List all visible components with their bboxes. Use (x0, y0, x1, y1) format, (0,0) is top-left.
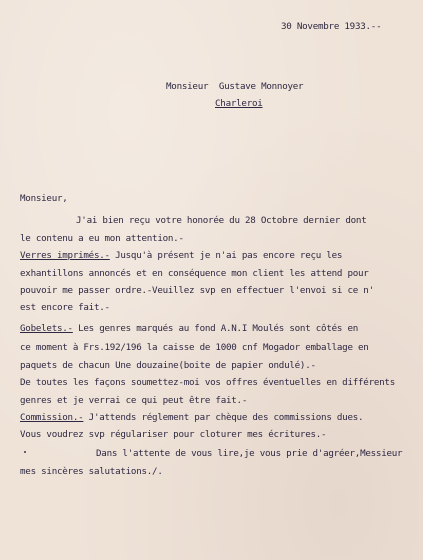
verres-line-4: est encore fait.- (20, 302, 110, 313)
commission-heading: Commission.- (20, 412, 84, 423)
commission-line-1 (20, 412, 363, 423)
gobelets-line-3: paquets de chacun Une douzaine(boite de papier ondulé).- (20, 360, 316, 371)
gobelets-line-4: De toutes les façons soumettez-moi vos offres éventuelles en différents (20, 377, 395, 388)
letter-date: 30 Novembre 1933.-- (281, 21, 382, 32)
gobelets-heading: Gobelets.- (20, 323, 73, 334)
verres-line-1-text: Jusqu'à présent je n'ai pas encore reçu les (109, 250, 343, 261)
verres-line-3: pouvoir me passer ordre.-Veuillez svp en effectuer l'envoi si ce n' (20, 285, 374, 296)
gobelets-line-5: genres et je verrai ce qui peut être fait.- (20, 395, 248, 406)
recipient-name: Monsieur Gustave Monnoyer (166, 81, 304, 92)
commission-line-2: Vous voudrez svp régulariser pour cloturer mes écritures.- (20, 429, 327, 440)
verres-line-2: exhantillons annoncés et en conséquence mon client les attend pour (20, 268, 369, 279)
closing-line-1: Dans l'attente de vous lire,je vous prie d'agréer,Messieur (96, 448, 403, 459)
gobelets-line-2: ce moment à Frs.192/196 la caisse de 1000 cnf Mogador emballage en (20, 342, 369, 353)
recipient-city: Charleroi (215, 98, 263, 109)
gobelets-line-1-text: Les genres marqués au fond A.N.I Moulés sont côtés en (72, 323, 359, 334)
stray-mark (24, 451, 26, 453)
commission-line-1-text: J'attends réglement par chèque des commissions dues. (83, 412, 364, 423)
gobelets-line-1 (20, 323, 358, 334)
verres-heading: Verres imprimés.- (20, 250, 110, 261)
paragraph-1-line-2: le contenu a eu mon attention.- (20, 233, 184, 244)
verres-line-1 (20, 250, 342, 261)
paragraph-1-line-1: J'ai bien reçu votre honorée du 28 Octobre dernier dont (76, 215, 367, 226)
closing-line-2: mes sincères salutations./. (20, 466, 163, 477)
salutation: Monsieur, (20, 193, 68, 204)
